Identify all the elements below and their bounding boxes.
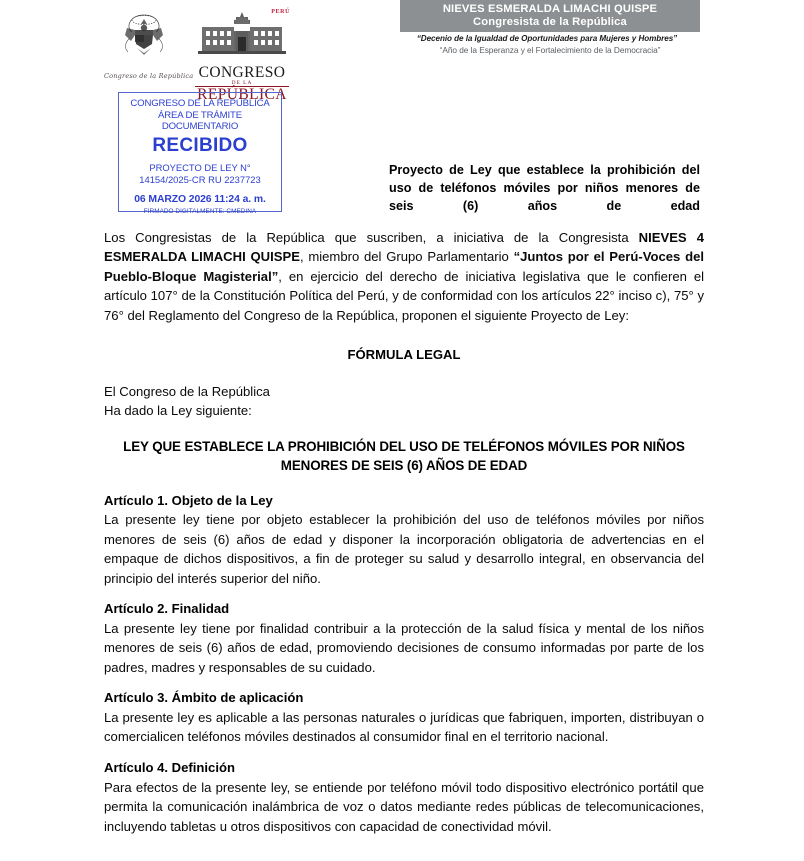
article-2-body: La presente ley tiene por finalidad contribuir a la protección de la salud física y mental de los niños menores de seis (6) años de edad, promoviendo decisiones de consumo informadas por parte de los padres, madres y responsables de su cuidado. (104, 620, 704, 675)
intro-part-1: Los Congresistas de la República que suscriben, a iniciativa de la Congresista (104, 230, 639, 245)
coat-of-arms-icon (117, 8, 171, 66)
intro-paragraph (104, 228, 704, 325)
proposal-title: Proyecto de Ley que establece la prohibición del uso de teléfonos móviles por niños menores de seis (6) años de edad (389, 163, 700, 213)
spacer (104, 421, 704, 437)
stamp-institution: CONGRESO DE LA REPÚBLICA (130, 98, 270, 109)
document-body (104, 228, 704, 836)
article-3-body: La presente ley es aplicable a las personas naturales o jurídicas que fabriquen, importen, distribuyan o comercialicen teléfonos móviles destinados al consumidor final en el territorio nacional. (104, 710, 704, 745)
congresista-banner (400, 0, 700, 32)
spacer (104, 325, 704, 347)
congresista-name: NIEVES ESMERALDA LIMACHI QUISPE (442, 3, 658, 16)
congreso-logo (190, 8, 294, 103)
stamp-project-number: 14154/2025-CR RU 2237723 (139, 173, 261, 185)
spacer (104, 362, 704, 382)
national-mottos (400, 34, 700, 55)
formula-line-2: Ha dado la Ley siguiente: (104, 403, 252, 419)
article-4-heading: Artículo 4. Definición (104, 759, 235, 775)
congreso-wordmark-line2: DE LA (231, 79, 253, 86)
stamp-digital-signature: FIRMADO DIGITALMENTE: CMEDINA (143, 207, 257, 215)
peru-tag-label: PERÚ (271, 9, 290, 15)
formula-legal-heading: FÓRMULA LEGAL (347, 346, 461, 362)
motto-line-2: “Año de la Esperanza y el Fortalecimiento de la Democracia” (439, 45, 661, 55)
law-title: LEY QUE ESTABLECE LA PROHIBICIÓN DEL USO DE TELÉFONOS MÓVILES POR NIÑOS MENORES DE SEIS (6) AÑOS DE EDAD (123, 438, 685, 474)
article-1-heading: Artículo 1. Objeto de la Ley (104, 492, 273, 508)
intro-part-2: , miembro del Grupo Parlamentario (299, 249, 514, 265)
spacer (104, 677, 704, 689)
header-logos (104, 8, 294, 103)
motto-line-1: “Decenio de la Igualdad de Oportunidades para Mujeres y Hombres” (416, 34, 678, 43)
peru-coat-of-arms (104, 8, 194, 80)
document-header (0, 0, 804, 104)
congreso-wordmark-line1: CONGRESO (198, 64, 286, 81)
spacer (104, 588, 704, 600)
congresista-role: Congresista de la República (473, 16, 627, 28)
spacer (104, 747, 704, 759)
stamp-office: ÁREA DE TRÁMITE DOCUMENTARIO (158, 109, 242, 133)
spacer (104, 476, 704, 492)
coat-of-arms-caption: Congreso de la República (104, 72, 194, 80)
intro-part-3: , en ejercicio del derecho de iniciativa legislativa que le confieren el artículo 107° de la Constitución Política del Perú, y de conformidad con los artículos 22° inciso c), 75° y 76° del Reglamento del Congreso de la República, proponen el siguiente Proyecto de Ley: (104, 268, 705, 323)
intro-bold-bancada: “Juntos por el Perú-Voces del Pueblo-Bloque Magisterial” (104, 249, 704, 284)
stamp-project-label: PROYECTO DE LEY N° (149, 162, 251, 173)
article-4-body: Para efectos de la presente ley, se entiende por teléfono móvil todo dispositivo electrónico portátil que permita la comunicación inalámbrica de voz o datos mediante redes públicas de telecomunicaciones, incluyendo tabletas u otros dispositivos con capacidad de conectividad móvil. (104, 779, 704, 834)
article-2-heading: Artículo 2. Finalidad (104, 600, 230, 616)
stamp-datetime: 06 MARZO 2026 11:24 a. m. (134, 193, 266, 205)
congreso-wordmark-line3: REPÚBLICA (197, 86, 287, 104)
intro-bold-congresista: NIEVES 4 ESMERALDA LIMACHI QUISPE (104, 230, 704, 265)
received-stamp (118, 92, 282, 215)
formula-line-1: El Congreso de la República (104, 383, 270, 399)
legislative-palace-icon (190, 11, 294, 59)
article-1-body: La presente ley tiene por objeto establecer la prohibición del uso de teléfonos móviles por niños menores de seis (6) años de edad y disponer la incorporación obligatoria de advertencias en el empaque de dichos dispositivos, a fin de proteger su salud y desarrollo integral, en observancia del principio del interés superior del niño. (104, 512, 704, 586)
article-3-heading: Artículo 3. Ámbito de aplicación (104, 690, 304, 706)
stamp-status: RECIBIDO (152, 135, 248, 157)
